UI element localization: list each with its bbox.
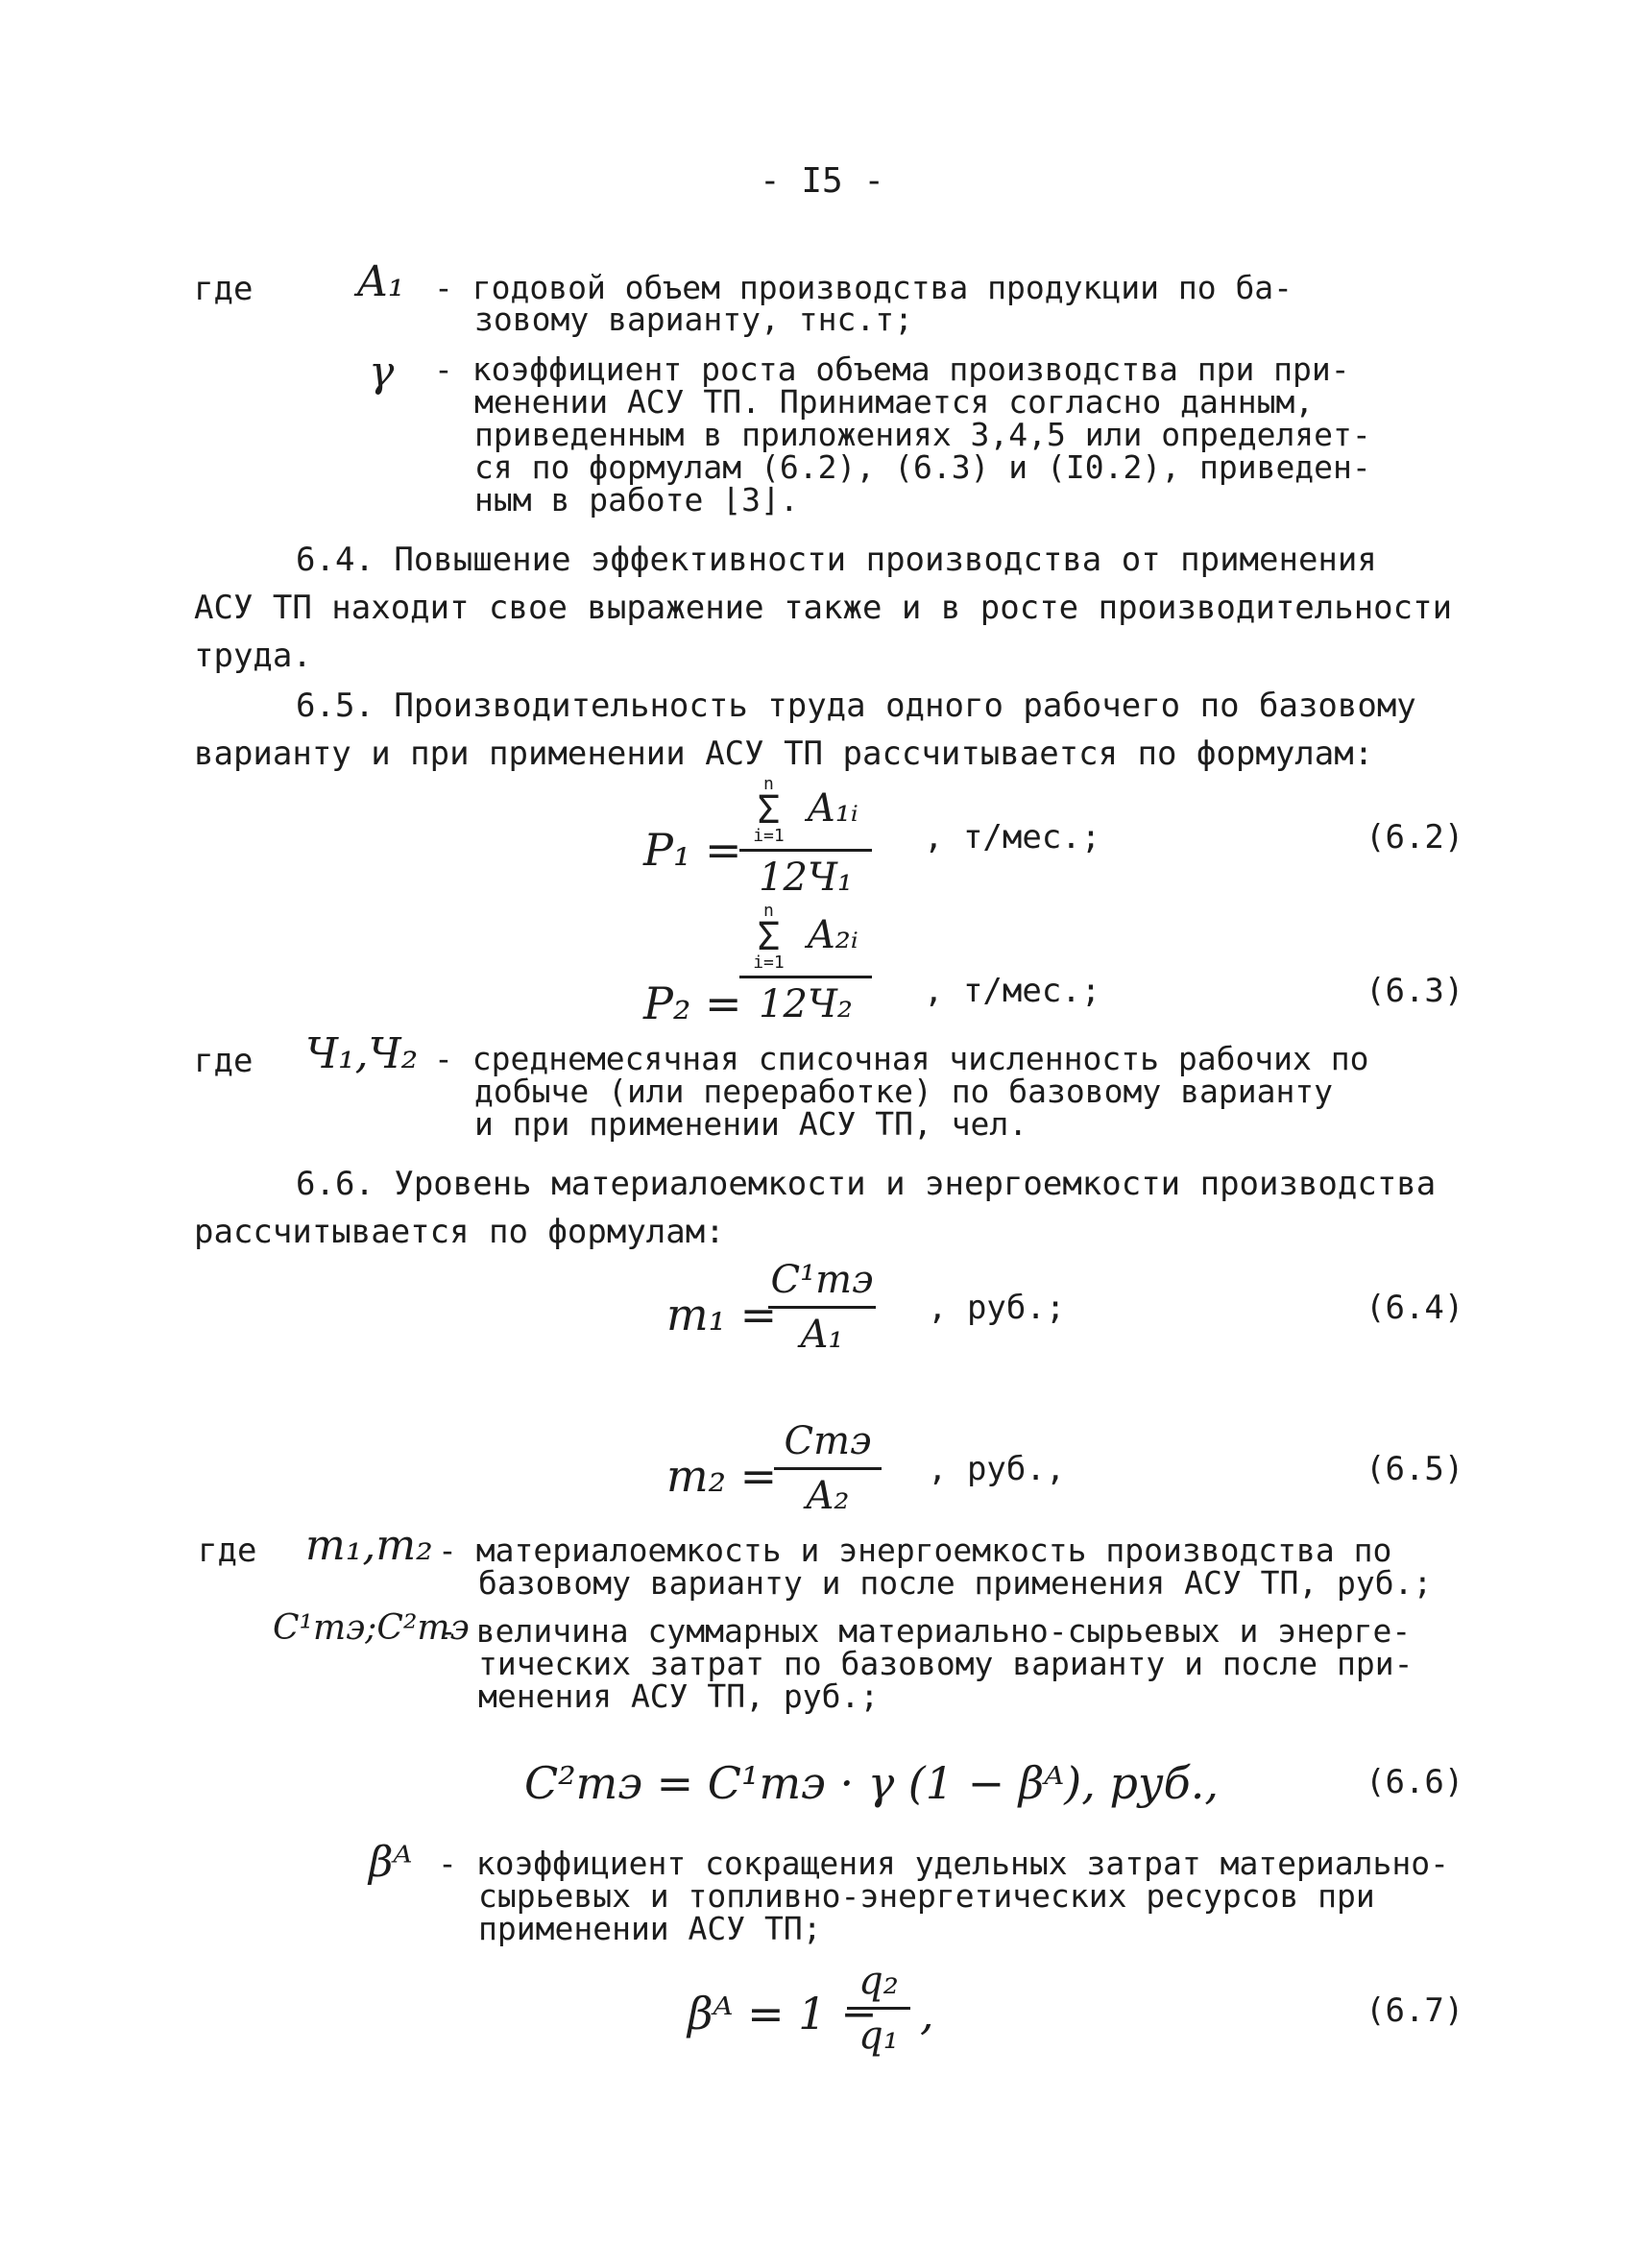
eq-6-7-tail: , — [920, 1988, 934, 2039]
symbol-ch: Ч₁,Ч₂ — [305, 1029, 419, 1078]
eq-6-3-unit: , т/мес.; — [924, 972, 1101, 1010]
eq-6-3-number: (6.3) — [1366, 972, 1464, 1010]
where-label-3: где — [198, 1532, 257, 1570]
where-label-1: где — [194, 270, 254, 308]
eq-6-7-denominator: q₁ — [858, 2014, 899, 2058]
def-m-line-1: - материалоемкость и энергоемкость производства по — [438, 1532, 1392, 1569]
eq-6-4-lhs: m₁ = — [666, 1289, 778, 1340]
eq-6-2-denominator: 12Ч₁ — [759, 856, 853, 900]
eq-6-4-unit: , руб.; — [928, 1289, 1066, 1327]
eq-6-5-denominator: A₂ — [806, 1474, 850, 1518]
def-a1-line-2: зовому варианту, тнс.т; — [474, 301, 913, 338]
para-6-6-line-1: 6.6. Уровень материалоемкости и энергоемкости производства — [296, 1165, 1437, 1203]
eq-6-3-numerator: n Σ i=1 A₂ᵢ — [753, 901, 858, 973]
eq-6-3-lhs: P₂ = — [643, 977, 742, 1029]
symbol-c: C¹mэ;C²mэ — [273, 1608, 470, 1648]
def-a1-line-1: - годовой объем производства продукции по ба- — [434, 269, 1293, 306]
def-c-line-2: тических затрат по базовому варианту и после при- — [478, 1645, 1414, 1682]
symbol-a1: A₁ — [357, 257, 405, 306]
def-beta-line-1: - коэффициент сокращения удельных затрат материально- — [438, 1845, 1449, 1882]
eq-6-4-denominator: A₁ — [800, 1313, 844, 1357]
eq-6-5-numerator: Cmэ — [784, 1419, 872, 1463]
eq-6-5-fraction — [774, 1419, 882, 1518]
eq-6-5-number: (6.5) — [1366, 1450, 1464, 1488]
eq-6-4-numerator: C¹mэ — [770, 1258, 874, 1302]
eq-6-2-unit: , т/мес.; — [924, 818, 1101, 857]
fraction-bar — [739, 976, 872, 978]
symbol-gamma: γ — [369, 348, 395, 397]
eq-6-3-fraction — [739, 903, 872, 1026]
para-6-4-line-2: АСУ ТП находит свое выражение также и в росте производительности — [194, 589, 1453, 627]
eq-6-7-lhs: βᴬ = 1 − — [688, 1988, 878, 2039]
def-beta-line-2: сырьевых и топливно-энергетических ресурсов при — [478, 1877, 1375, 1915]
para-6-4-line-1: 6.4. Повышение эффективности производства от применения — [296, 541, 1377, 579]
para-6-4-line-3: труда. — [194, 637, 312, 675]
eq-6-6-number: (6.6) — [1366, 1763, 1464, 1801]
def-c-line-1: - величина суммарных материально-сырьевых и энерге- — [438, 1612, 1412, 1650]
eq-6-7-numerator: q₂ — [858, 1959, 899, 2003]
def-ch-line-2: добыче (или переработке) по базовому варианту — [474, 1073, 1334, 1110]
def-gamma-line-1: - коэффициент роста объема производства при при- — [434, 350, 1350, 388]
def-c-line-3: менения АСУ ТП, руб.; — [478, 1677, 880, 1715]
def-gamma-line-5: ным в работе ⌊3⌋. — [474, 481, 799, 519]
def-gamma-line-2: менении АСУ ТП. Принимается согласно данным, — [474, 383, 1315, 421]
def-m-line-2: базовому варианту и после применения АСУ ТП, руб.; — [478, 1564, 1433, 1602]
eq-6-4-number: (6.4) — [1366, 1289, 1464, 1327]
fraction-bar — [739, 849, 872, 852]
where-label-2: где — [194, 1042, 254, 1080]
eq-6-7-fraction — [847, 1959, 910, 2058]
eq-6-5-unit: , руб., — [928, 1450, 1066, 1488]
eq-6-7-number: (6.7) — [1366, 1991, 1464, 2030]
def-ch-line-3: и при применении АСУ ТП, чел. — [474, 1105, 1028, 1143]
def-ch-line-1: - среднемесячная списочная численность рабочих по — [434, 1040, 1369, 1077]
eq-6-2-fraction — [739, 776, 872, 900]
para-6-5-line-2: варианту и при применении АСУ ТП рассчитывается по формулам: — [194, 735, 1374, 773]
eq-6-5-lhs: m₂ = — [666, 1450, 778, 1502]
para-6-6-line-2: рассчитывается по формулам: — [194, 1213, 725, 1251]
def-gamma-line-4: ся по формулам (6.2), (6.3) и (I0.2), приведен- — [474, 448, 1371, 486]
para-6-5-line-1: 6.5. Производительность труда одного рабочего по базовому — [296, 687, 1416, 725]
eq-6-4-fraction — [768, 1258, 876, 1357]
eq-6-2-number: (6.2) — [1366, 818, 1464, 857]
eq-6-6-formula: C²mэ = C¹mэ · γ (1 − βᴬ), руб., — [524, 1757, 1219, 1809]
sum-icon: n Σ i=1 — [753, 901, 785, 973]
symbol-beta: βᴬ — [369, 1838, 413, 1887]
fraction-bar — [847, 2007, 910, 2010]
symbol-m: m₁,m₂ — [305, 1521, 433, 1570]
def-beta-line-3: применении АСУ ТП; — [478, 1910, 822, 1947]
def-gamma-line-3: приведенным в приложениях 3,4,5 или определяет- — [474, 416, 1371, 453]
fraction-bar — [768, 1306, 876, 1309]
eq-6-2-numerator: n Σ i=1 A₁ᵢ — [753, 774, 858, 846]
page-number: - I5 - — [759, 161, 885, 201]
eq-6-3-denominator: 12Ч₂ — [759, 982, 853, 1026]
fraction-bar — [774, 1467, 882, 1470]
sum-icon: n Σ i=1 — [753, 774, 785, 846]
eq-6-2-lhs: P₁ = — [643, 824, 742, 876]
